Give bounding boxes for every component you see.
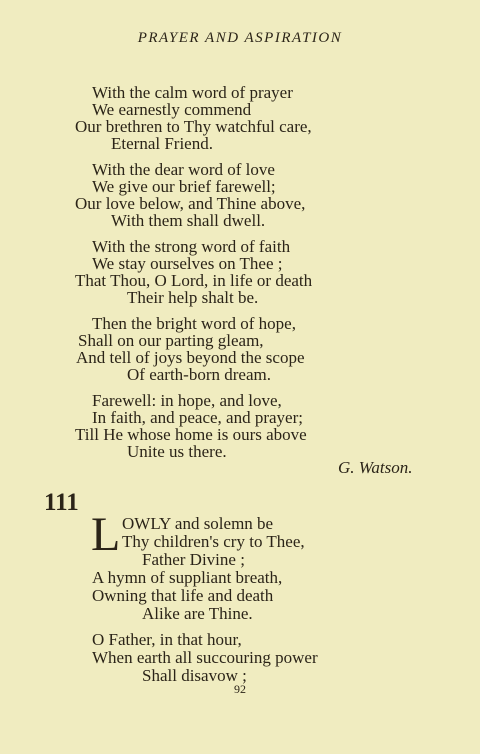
verse-line: Our love below, and Thine above, bbox=[75, 194, 306, 213]
page-number: 92 bbox=[234, 682, 246, 696]
author-attribution: G. Watson. bbox=[338, 458, 413, 477]
verse-line: That Thou, O Lord, in life or death bbox=[75, 271, 313, 290]
verse-line: Farewell: in hope, and love, bbox=[92, 391, 282, 410]
verse-line: With the dear word of love bbox=[92, 160, 275, 179]
verse-line: We stay ourselves on Thee ; bbox=[92, 254, 283, 273]
verse-line: We earnestly commend bbox=[92, 100, 252, 119]
verse-line: In faith, and peace, and prayer; bbox=[92, 408, 303, 427]
drop-cap: L bbox=[91, 508, 121, 561]
verse-line: Thy children's cry to Thee, bbox=[122, 532, 305, 551]
verse-line: OWLY and solemn be bbox=[122, 514, 274, 533]
verse-line: And tell of joys beyond the scope bbox=[76, 348, 305, 367]
verse-line: Eternal Friend. bbox=[111, 134, 213, 153]
verse-line: Owning that life and death bbox=[92, 586, 274, 605]
verse-line: With the calm word of prayer bbox=[92, 83, 293, 102]
verse-line: When earth all succouring power bbox=[92, 648, 318, 667]
verse-line: A hymn of suppliant breath, bbox=[92, 568, 283, 587]
hymn-number: 111 bbox=[44, 489, 79, 516]
verse-line: Alike are Thine. bbox=[142, 604, 253, 623]
verse-line: Shall on our parting gleam, bbox=[78, 331, 264, 350]
verse-line: Till He whose home is ours above bbox=[75, 425, 307, 444]
verse-line: Their help shalt be. bbox=[127, 288, 259, 307]
verse-line: Of earth-born dream. bbox=[127, 365, 271, 384]
verse-line: O Father, in that hour, bbox=[92, 630, 242, 649]
verse-line: We give our brief farewell; bbox=[92, 177, 276, 196]
verse-line: Then the bright word of hope, bbox=[92, 314, 296, 333]
verse-line: Shall disavow ; bbox=[142, 666, 247, 685]
verse-line: With them shall dwell. bbox=[111, 211, 266, 230]
verse-line: With the strong word of faith bbox=[92, 237, 291, 256]
verse-line: Unite us there. bbox=[127, 442, 227, 461]
verse-line: Father Divine ; bbox=[142, 550, 245, 569]
verse-line: Our brethren to Thy watchful care, bbox=[75, 117, 312, 136]
running-header: PRAYER AND ASPIRATION bbox=[137, 30, 343, 46]
